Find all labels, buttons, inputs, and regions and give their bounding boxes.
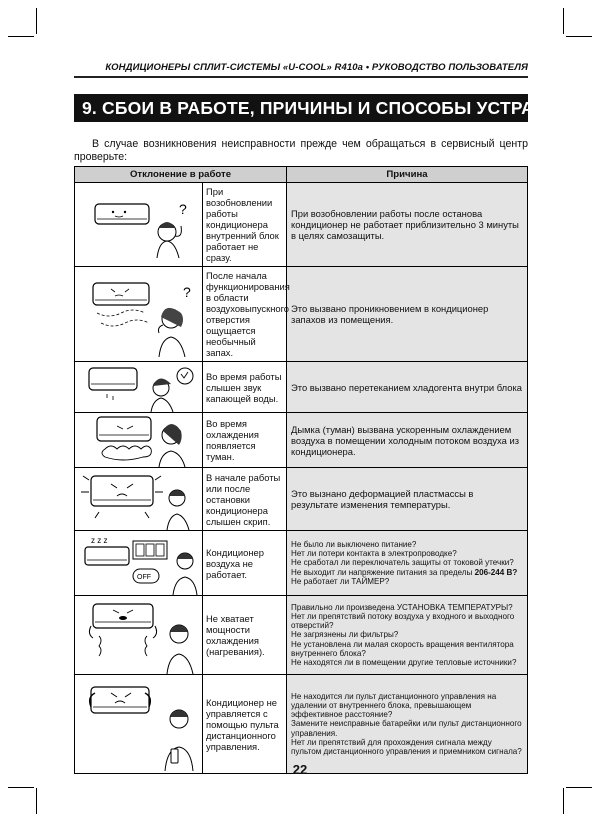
cause-cell: Это вызнано деформацией пластмассы в результате изменения температуры. (287, 468, 528, 531)
symptom-cell: После начала функционирования в области воздуховыпускного отверстия ощущается необычный запах. (203, 267, 287, 362)
table-header-row (75, 167, 528, 183)
crop-mark (36, 8, 37, 34)
cause-cell: При возобновлении работы после останова кондиционер не работает приблизительно 3 минуты в целях самозащиты. (287, 183, 528, 267)
header-rule (74, 76, 528, 78)
table-row (75, 267, 528, 362)
insufficient-capacity-illustration (75, 596, 203, 674)
symptom-cell: При возобновлении работы кондиционера внутренний блок работает не сразу. (203, 183, 287, 267)
symptom-cell: Кондиционер воздуха не работает. (203, 531, 287, 596)
crop-mark (36, 788, 37, 814)
crop-mark (8, 787, 34, 788)
illustration-cell (75, 531, 203, 596)
page-number: 22 (292, 762, 308, 777)
crop-mark (566, 36, 592, 37)
cause-cell: Правильно ли произведена УСТАНОВКА ТЕМПЕРАТУРЫ? Нет ли препятствий потоку воздуха у входного и выходного отверстий? Не загрязнены ли фильтры? Не установлена ли малая скорость вращения вентилятора внутреннего блока? Не находятся ли в помещении другие тепловые источники? (287, 596, 528, 675)
cause-cell: Дымка (туман) вызвана ускоренным охлаждением воздуха в помещении холодным потоком воздуха из кондиционера. (287, 413, 528, 468)
symptom-cell: В начале работы или после остановки кондиционера слышен скрип. (203, 468, 287, 531)
symptom-cell: Во время работы слышен звук капающей воды. (203, 362, 287, 413)
illustration-cell (75, 267, 203, 362)
table-row (75, 468, 528, 531)
running-header: КОНДИЦИОНЕРЫ СПЛИТ-СИСТЕМЫ «U-COOL» R410a • РУКОВОДСТВО ПОЛЬЗОВАТЕЛЯ (105, 62, 528, 73)
table-row (75, 531, 528, 596)
illustration-cell (75, 183, 203, 267)
column-header-cause: Причина (287, 167, 528, 183)
table-row (75, 413, 528, 468)
remote-not-working-illustration (75, 675, 203, 773)
troubleshooting-table (74, 166, 528, 774)
crop-mark (563, 788, 564, 814)
question-mark-icon: ? (179, 200, 187, 217)
illustration-cell (75, 596, 203, 675)
table-row (75, 362, 528, 413)
section-title: 9. СБОИ В РАБОТЕ, ПРИЧИНЫ И СПОСОБЫ УСТРАНЕНИЯ (74, 94, 528, 122)
table-row (75, 675, 528, 774)
sleep-icon: z z z (91, 536, 108, 545)
intro-paragraph: В случае возникновения неисправности прежде чем обращаться в сервисный центр проверьте: (74, 138, 528, 163)
table-row (75, 183, 528, 267)
cause-cell: Не было ли выключено питание? Нет ли потери контакта в электропроводке? Не сработал ли переключатель защиты от токовой утечки? Не выходит ли напряжение питания за пределы 206-244 В? Не работает ли ТАЙМЕР? (287, 531, 528, 596)
crop-mark (8, 36, 34, 37)
cause-cell: Это вызвано проникновением в кондиционер запахов из помещения. (287, 267, 528, 362)
symptom-cell: Кондиционер не управляется с помощью пульта дистанционного управления. (203, 675, 287, 774)
odor-illustration (75, 271, 203, 357)
illustration-cell (75, 675, 203, 774)
cause-cell: Это вызвано перетеканием хладогента внутри блока (287, 362, 528, 413)
creaking-illustration (75, 468, 203, 530)
crop-mark (563, 8, 564, 34)
crop-mark (566, 787, 592, 788)
column-header-symptom: Отклонение в работе (75, 167, 287, 183)
fog-illustration (75, 413, 203, 467)
not-working-illustration (75, 531, 203, 595)
restart-delay-illustration (75, 192, 203, 258)
illustration-cell (75, 468, 203, 531)
dripping-sound-illustration (75, 362, 203, 412)
illustration-cell (75, 413, 203, 468)
illustration-cell (75, 362, 203, 413)
question-mark-icon: ? (183, 284, 191, 300)
table-row (75, 596, 528, 675)
off-label: OFF (137, 574, 151, 581)
symptom-cell: Не хватает мощности охлаждения (нагревания). (203, 596, 287, 675)
symptom-cell: Во время охлаждения появляется туман. (203, 413, 287, 468)
cause-cell: Не находится ли пульт дистанционного управления на удалении от внутреннего блока, превышающем эффективное расстояние? Замените неисправные батарейки или пульт дистанционного управления. Нет ли препятствий для прохождения сигнала между пультом дистанционного управления и приемником сигнала? (287, 675, 528, 774)
